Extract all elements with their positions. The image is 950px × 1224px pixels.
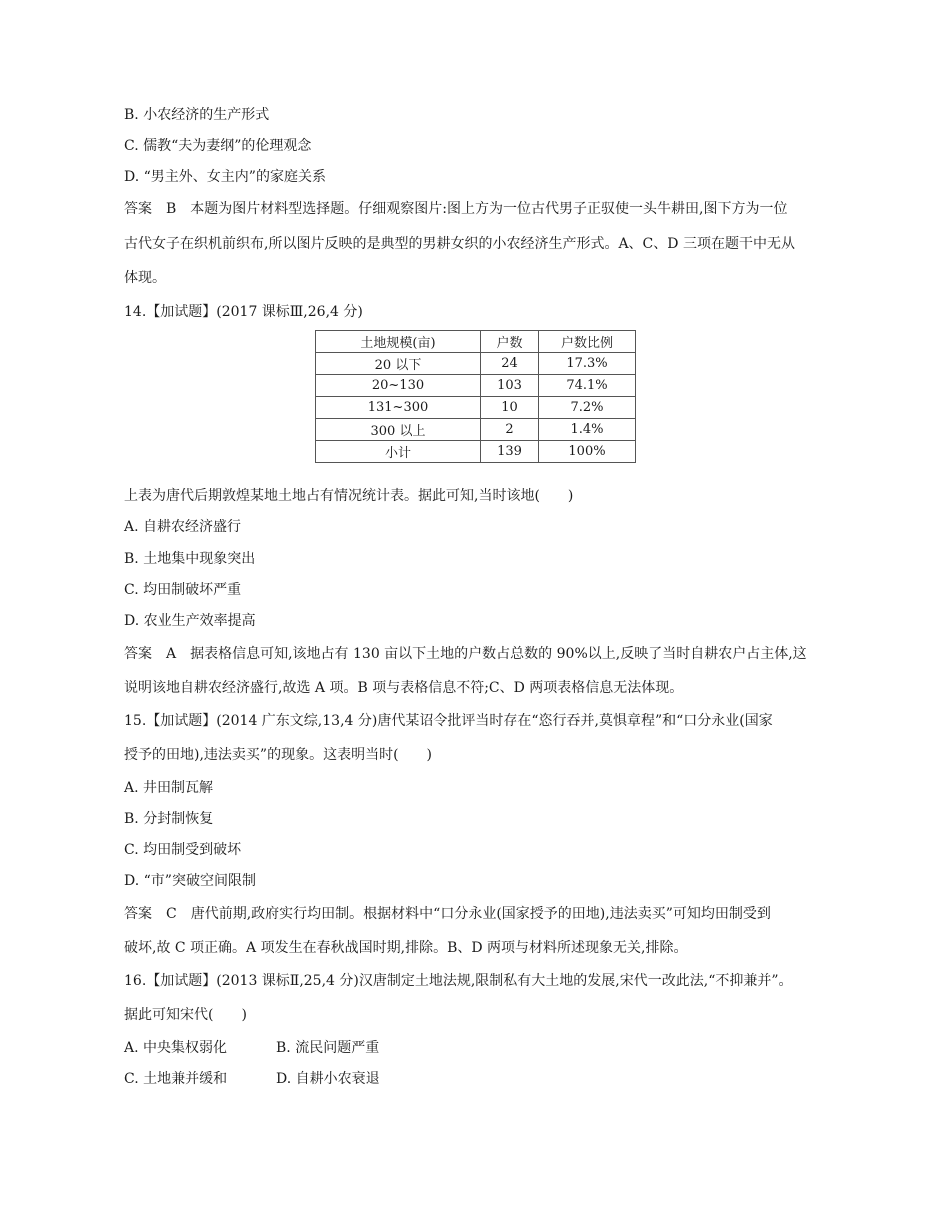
table-cell: 103 [481, 375, 539, 397]
option-b-q16: B. 流民问题严重 [276, 1040, 380, 1056]
option-c-q14: C. 均田制破坏严重 [124, 582, 242, 598]
table-header: 户数 [481, 331, 539, 353]
option-c-q15: C. 均田制受到破坏 [124, 842, 242, 858]
answer-q15-line1: 答案 C 唐代前期,政府实行均田制。根据材料中“口分永业(国家授予的田地),违法卖买”可知均田制受到 [124, 906, 771, 922]
option-a-q15: A. 井田制瓦解 [124, 780, 214, 796]
question-15-line2: 授予的田地),违法卖买”的现象。这表明当时( ) [124, 747, 432, 763]
table-row [316, 419, 636, 441]
question-14-title: 14.【加试题】(2017 课标Ⅲ,26,4 分) [124, 304, 363, 320]
table-cell: 20 以下 [316, 353, 481, 375]
table-cell: 74.1% [539, 375, 636, 397]
option-b-q15: B. 分封制恢复 [124, 811, 214, 827]
table-header: 土地规模(亩) [316, 331, 481, 353]
answer-q15-line2: 破坏,故 C 项正确。A 项发生在春秋战国时期,排除。B、D 两项与材料所述现象无关,排除。 [124, 940, 688, 956]
land-statistics-table [315, 330, 636, 463]
table-row [316, 375, 636, 397]
table-row [316, 441, 636, 463]
table-header: 户数比例 [539, 331, 636, 353]
table-header-row [316, 331, 636, 353]
option-d-q15: D. “市”突破空间限制 [124, 873, 256, 889]
table-row [316, 397, 636, 419]
question-16-line2: 据此可知宋代( ) [124, 1007, 247, 1023]
table-cell: 17.3% [539, 353, 636, 375]
answer-q13-line2: 古代女子在织机前织布,所以图片反映的是典型的男耕女织的小农经济生产形式。A、C、D 三项在题干中无从 [124, 236, 795, 252]
answer-q14-line1: 答案 A 据表格信息可知,该地占有 130 亩以下土地的户数占总数的 90%以上,反映了当时自耕农户占主体,这 [124, 646, 807, 662]
table-row [316, 353, 636, 375]
option-d-q14: D. 农业生产效率提高 [124, 613, 256, 629]
option-c-q16: C. 土地兼并缓和 [124, 1071, 228, 1087]
answer-q14-line2: 说明该地自耕农经济盛行,故选 A 项。B 项与表格信息不符;C、D 两项表格信息无法体现。 [124, 680, 684, 696]
option-d-q13: D. “男主外、女主内”的家庭关系 [124, 169, 326, 185]
option-d-q16: D. 自耕小农衰退 [276, 1071, 380, 1087]
option-a-q16: A. 中央集权弱化 [124, 1040, 228, 1056]
answer-q13-line1: 答案 B 本题为图片材料型选择题。仔细观察图片:图上方为一位古代男子正驭使一头牛耕田,图下方为一位 [124, 201, 788, 217]
question-14-stem: 上表为唐代后期敦煌某地土地占有情况统计表。据此可知,当时该地( ) [124, 488, 574, 504]
question-15-line1: 15.【加试题】(2014 广东文综,13,4 分)唐代某诏令批评当时存在“恣行吞并,莫惧章程”和“口分永业(国家 [124, 713, 773, 729]
table-cell: 1.4% [539, 419, 636, 441]
table-cell: 131~300 [316, 397, 481, 419]
table-cell: 小计 [316, 441, 481, 463]
option-a-q14: A. 自耕农经济盛行 [124, 519, 242, 535]
table-cell: 20~130 [316, 375, 481, 397]
table-cell: 10 [481, 397, 539, 419]
table-cell: 300 以上 [316, 419, 481, 441]
option-c-q13: C. 儒教“夫为妻纲”的伦理观念 [124, 138, 312, 154]
table-cell: 24 [481, 353, 539, 375]
option-b-q13: B. 小农经济的生产形式 [124, 107, 270, 123]
option-b-q14: B. 土地集中现象突出 [124, 551, 256, 567]
table-cell: 139 [481, 441, 539, 463]
table-cell: 2 [481, 419, 539, 441]
table-cell: 100% [539, 441, 636, 463]
question-16-line1: 16.【加试题】(2013 课标Ⅱ,25,4 分)汉唐制定土地法规,限制私有大土地的发展,宋代一改此法,“不抑兼并”。 [124, 973, 793, 989]
answer-q13-line3: 体现。 [124, 270, 166, 286]
table-cell: 7.2% [539, 397, 636, 419]
